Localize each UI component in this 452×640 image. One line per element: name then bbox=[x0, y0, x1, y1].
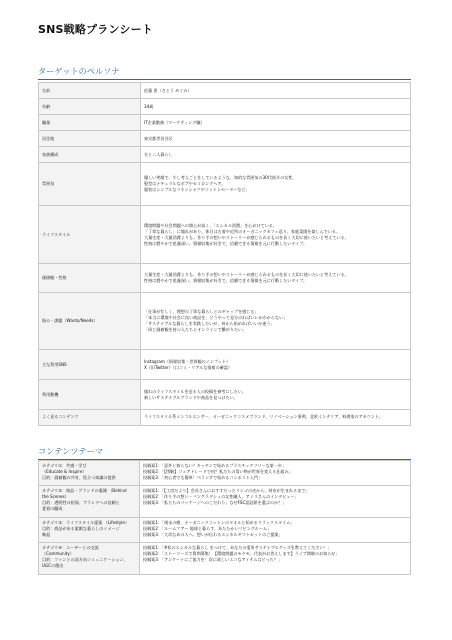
persona-value-line: 環境問題や社会問題への関心が高く、「エシカル消費」を心がけている。 bbox=[144, 222, 277, 228]
persona-row bbox=[39, 115, 411, 131]
content-category-line: カテゴリ②：商品・ブランドの裏側 （Behind bbox=[42, 487, 127, 493]
persona-label: よく見るコンテンツ bbox=[39, 409, 141, 425]
persona-value-line: Instagram（情報収集・世界観のインプット） bbox=[144, 358, 231, 364]
content-category bbox=[39, 542, 140, 574]
content-category-line: 目的：透明性の担保、ブランドへの信頼と bbox=[42, 499, 120, 505]
content-post-idea: 投稿案1：「#私のエシカルな暮らし をつけて、あなたの愛用サステナブルグッズを教えてください！」 bbox=[143, 544, 332, 550]
content-theme-table bbox=[38, 460, 411, 575]
persona-label: 職業 bbox=[39, 115, 141, 131]
content-post-ideas bbox=[140, 461, 411, 486]
persona-value-line: 34歳 bbox=[144, 103, 154, 109]
content-category-line: the Scenes） bbox=[42, 493, 69, 499]
persona-row bbox=[39, 293, 411, 350]
persona-row bbox=[39, 206, 411, 263]
persona-value-line: 大量生産・大量消費よりも、作り手の想いやストーリーが感じられるものを長く大切に使いたいと考えている。 bbox=[144, 234, 349, 240]
content-post-idea: 投稿案1：「【工房だより】会長さんにおすすだったリンゴの皮から、財布が生まれるまで」 bbox=[143, 487, 310, 493]
content-category-line: カテゴリ③：ライフスタイル提案 （Lifestyle） bbox=[42, 520, 130, 525]
persona-row bbox=[39, 131, 411, 147]
content-theme-row bbox=[39, 485, 411, 517]
persona-value bbox=[141, 147, 411, 163]
content-category-line: 目的：商品がある素敵な暮らしのイメージ bbox=[42, 526, 120, 531]
persona-value-line: 性格は穏やかで思慮深い。情報収集が好きで、信頼できる情報を元に行動したいタイプ。 bbox=[144, 240, 308, 246]
content-category-line: 喚起 bbox=[42, 532, 51, 537]
persona-value bbox=[141, 115, 411, 131]
content-section-title: コンテンツテーマ bbox=[38, 446, 104, 456]
persona-value-line: 佐藤 恵（さとう めぐみ） bbox=[144, 87, 192, 93]
persona-value-line: 「サステナブルな暮らしを実践したいが、何から始めればいいか迷う」 bbox=[144, 321, 275, 327]
page-title: SNS戦略プランシート bbox=[38, 23, 153, 36]
persona-value-line: 東京都世田谷区 bbox=[144, 135, 173, 141]
persona-row bbox=[39, 83, 411, 99]
persona-value-line: 性格は穏やかで思慮深い。情報収集が好きで、信頼できる情報を元に行動したいタイプ。 bbox=[144, 277, 308, 283]
persona-value-line: ライフスタイル系インフルエンサー、オーガニックコスメブランド、リノベーション事例、北欧インテリア、料理家のアカウント。 bbox=[144, 414, 383, 420]
persona-label: 悩み・課題（Wants/Needs） bbox=[39, 293, 141, 350]
content-post-idea: 投稿案3：「アンケートにご協力を！次に欲しいエコなアイテムはどっち？」 bbox=[143, 556, 282, 562]
content-post-idea: 投稿案2：「【図解】フェアトレードで何？私たちの買い物が世界を変える仕組み」 bbox=[143, 469, 293, 474]
content-post-idea: 投稿案2：「ストーリーズで質問募集！【環境問題のモヤモ、代表がお答えします】ライブ開催のお知らせ」 bbox=[143, 550, 340, 556]
persona-value bbox=[141, 99, 411, 115]
persona-label: 年齢 bbox=[39, 99, 141, 115]
persona-label: 名前 bbox=[39, 83, 141, 99]
content-category-line: 目的：価値観の共有、役立つ知識の提供 bbox=[42, 475, 116, 480]
content-post-idea: 投稿案3：「大切なあの人へ。想いが伝わるエシカルギフトセットのご提案」 bbox=[143, 532, 283, 537]
persona-value-line: 服装はシンプルなリネンシャツやコットンセーターなど。 bbox=[144, 187, 250, 193]
persona-table bbox=[38, 82, 411, 426]
persona-label: 居住地 bbox=[39, 131, 141, 147]
persona-value bbox=[141, 293, 411, 350]
persona-label: ライフスタイル bbox=[39, 206, 141, 263]
content-theme-row bbox=[39, 542, 411, 574]
persona-value-line: 髪型はナチュラルなボブやセミロングヘア。 bbox=[144, 181, 226, 187]
content-category-line: （Educate & Inspire） bbox=[42, 469, 87, 474]
content-post-idea: 投稿案2：「作り手の想い - バングラデシュの女性職人、アミラさんのインタビュー」 bbox=[143, 493, 299, 499]
content-theme-row bbox=[39, 518, 411, 543]
content-post-idea: 投稿案1：「意外と知らない？キッチンで始めるプラスチックフリーな第一歩」 bbox=[143, 463, 287, 468]
content-theme-row bbox=[39, 461, 411, 486]
content-category bbox=[39, 518, 140, 543]
persona-row bbox=[39, 147, 411, 163]
persona-label: 家族構成 bbox=[39, 147, 141, 163]
persona-value bbox=[141, 131, 411, 147]
content-category-line: （Community） bbox=[42, 550, 74, 556]
persona-value bbox=[141, 263, 411, 293]
persona-label: 価値観・性格 bbox=[39, 263, 141, 293]
content-category bbox=[39, 461, 140, 486]
persona-value-line: 憧れのライフスタイルを送る人の投稿を参考にしたい。 bbox=[144, 388, 246, 394]
content-category-line: UGCの創出 bbox=[42, 562, 64, 568]
content-post-idea: 投稿案1：「週末の朝、オーガニックコットンのタオルと始めるリラックスタイム」 bbox=[143, 520, 295, 525]
persona-label: 利用動機 bbox=[39, 380, 141, 410]
persona-value-line: X（旧Twitter）（口コミ・リアルな情報の確認） bbox=[144, 364, 232, 370]
content-post-ideas bbox=[140, 518, 411, 543]
persona-value bbox=[141, 380, 411, 410]
content-category-line: カテゴリ①：共感・学び bbox=[42, 463, 87, 468]
content-post-ideas bbox=[140, 542, 411, 574]
content-category-line: 愛着の醸成 bbox=[42, 505, 63, 511]
persona-row bbox=[39, 350, 411, 380]
persona-value bbox=[141, 206, 411, 263]
persona-section-title: ターゲットのペルソナ bbox=[38, 66, 120, 76]
persona-value bbox=[141, 83, 411, 99]
persona-value-line: 優しい笑顔で、少し考えごとをしているような、知的な雰囲気の30代前半の女性。 bbox=[144, 175, 297, 181]
persona-row bbox=[39, 99, 411, 115]
persona-divider bbox=[38, 79, 411, 80]
persona-value-line: IT企業勤務（マーケティング職） bbox=[144, 119, 205, 125]
content-category-line: 目的：ファンとの双方向コミュニケーション、 bbox=[42, 556, 128, 562]
content-post-idea: 投稿案2：「ルームツアー 地球と暮らす、あたたかいリビングルーム」 bbox=[143, 526, 272, 531]
persona-row bbox=[39, 409, 411, 425]
persona-row bbox=[39, 380, 411, 410]
persona-value-line: 「本当に環境や社会に良い商品を、どうやって見分ければいいかわからない」 bbox=[144, 315, 288, 321]
content-category-line: カテゴリ④：ユーザーとの交流 bbox=[42, 544, 99, 550]
persona-value-line: 「丁寧な暮らし」に憧れがあり、休日は古着や近所のオーガニックカフェ巡り、家庭菜園を楽しんでいる。 bbox=[144, 228, 341, 234]
persona-row bbox=[39, 163, 411, 206]
content-category bbox=[39, 485, 140, 517]
persona-label: 雰囲気 bbox=[39, 163, 141, 206]
content-post-idea: 投稿案3：「初心者でも簡単！ベランダで始めるコンポスト入門」 bbox=[143, 475, 263, 480]
persona-value bbox=[141, 350, 411, 380]
persona-value-line: 「同じ価値観を持つ人たちとオンラインで繋がりたい」 bbox=[144, 327, 247, 333]
content-post-idea: 投稿案3：「私たちのパッケージへのこだわり。なぜFSC認証紙を選ぶのか？」 bbox=[143, 499, 287, 505]
persona-value-line: 夫と二人暮らし bbox=[144, 151, 173, 157]
persona-value-line: 新しいサステナブルブランドや商品を見つけたい。 bbox=[144, 394, 238, 400]
persona-value-line: 大量生産・大量消費よりも、作り手の想いやストーリーが感じられるものを長く大切に使いたいと考えている。 bbox=[144, 271, 349, 277]
content-post-ideas bbox=[140, 485, 411, 517]
persona-value-line: 「仕事が忙しく、理想の丁寧な暮らしとのギャップを感じる」 bbox=[144, 309, 259, 315]
persona-row bbox=[39, 263, 411, 293]
persona-value bbox=[141, 409, 411, 425]
persona-value bbox=[141, 163, 411, 206]
persona-label: 主な利用SNS bbox=[39, 350, 141, 380]
